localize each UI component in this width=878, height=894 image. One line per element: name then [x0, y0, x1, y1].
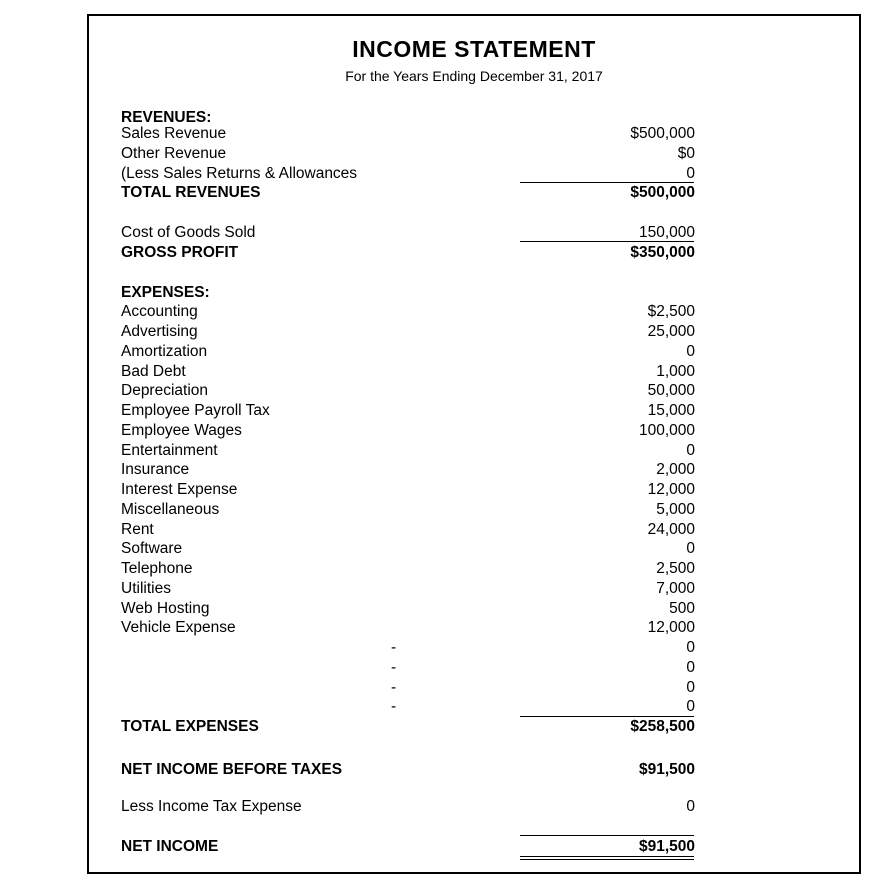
line-item-label: Advertising: [121, 323, 198, 340]
line-item-label: Miscellaneous: [121, 501, 220, 518]
line-item-value: $500,000: [630, 125, 695, 142]
line-item-label: Web Hosting: [121, 600, 210, 617]
blank-line-dash: -: [391, 639, 397, 656]
gross-profit-value: $350,000: [630, 244, 695, 261]
line-item-label: Employee Wages: [121, 422, 242, 439]
line-item-label: Software: [121, 540, 183, 557]
line-item-value: 1,000: [656, 363, 695, 380]
line-item-value: $0: [677, 145, 695, 162]
line-item: [121, 381, 695, 401]
cogs-row: [121, 223, 695, 243]
line-item: [121, 362, 695, 382]
line-item: [121, 559, 695, 579]
blank-line-item: [121, 678, 695, 698]
line-item-value: 12,000: [647, 619, 695, 636]
line-item-label: Rent: [121, 521, 154, 538]
blank-line-item: [121, 697, 695, 717]
line-item-value: 7,000: [656, 580, 695, 597]
income-statement-sheet: [87, 14, 861, 874]
income-tax-label: Less Income Tax Expense: [121, 798, 302, 815]
subtotal-rule: [520, 241, 694, 242]
line-item-label: Other Revenue: [121, 145, 227, 162]
blank-line-dash: -: [391, 698, 397, 715]
net-before-taxes-label: NET INCOME BEFORE TAXES: [121, 761, 343, 778]
line-item-value: 100,000: [638, 422, 695, 439]
net-income-label: NET INCOME: [121, 838, 219, 855]
line-item: [121, 144, 695, 164]
line-item: [121, 421, 695, 441]
line-item-value: 15,000: [647, 402, 695, 419]
line-item-value: 0: [686, 343, 695, 360]
line-item-value: 0: [686, 442, 695, 459]
blank-line-item: [121, 658, 695, 678]
blank-line-dash: -: [391, 659, 397, 676]
line-item-value: 12,000: [647, 481, 695, 498]
line-item-value: 25,000: [647, 323, 695, 340]
blank-line-dash: -: [391, 679, 397, 696]
line-item-label: Sales Revenue: [121, 125, 227, 142]
line-item-label: Entertainment: [121, 442, 218, 459]
net-income-value: $91,500: [638, 838, 695, 855]
statement-subtitle: For the Years Ending December 31, 2017: [345, 68, 603, 84]
line-item-label: Telephone: [121, 560, 193, 577]
revenues-heading: REVENUES:: [121, 109, 212, 126]
line-item-label: Interest Expense: [121, 481, 238, 498]
line-item-value: 5,000: [656, 501, 695, 518]
line-item: [121, 599, 695, 619]
line-item: [121, 539, 695, 559]
line-item-label: Vehicle Expense: [121, 619, 236, 636]
total-revenues-value: $500,000: [630, 184, 695, 201]
net-before-taxes-row: [121, 760, 695, 780]
income-tax-row: [121, 797, 695, 817]
line-item: [121, 401, 695, 421]
line-item: [121, 480, 695, 500]
cogs-label: Cost of Goods Sold: [121, 224, 256, 241]
line-item-value: 2,000: [656, 461, 695, 478]
net-before-taxes-value: $91,500: [638, 761, 695, 778]
line-item-value: 0: [686, 540, 695, 557]
line-item-value: 0: [686, 659, 695, 676]
line-item-value: 0: [686, 679, 695, 696]
line-item: [121, 500, 695, 520]
line-item: [121, 579, 695, 599]
line-item-value: 50,000: [647, 382, 695, 399]
line-item-label: (Less Sales Returns & Allowances: [121, 165, 358, 182]
line-item: [121, 460, 695, 480]
cogs-value: 150,000: [638, 224, 695, 241]
line-item-label: Employee Payroll Tax: [121, 402, 270, 419]
net-income-row: [121, 837, 695, 857]
line-item-label: Amortization: [121, 343, 208, 360]
line-item-value: 0: [686, 165, 695, 182]
line-item-value: 500: [669, 600, 695, 617]
line-item-value: 2,500: [656, 560, 695, 577]
gross-profit-label: GROSS PROFIT: [121, 244, 239, 261]
line-item-label: Depreciation: [121, 382, 209, 399]
line-item: [121, 342, 695, 362]
line-item-label: Accounting: [121, 303, 198, 320]
line-item: [121, 618, 695, 638]
income-tax-value: 0: [686, 798, 695, 815]
line-item-label: Insurance: [121, 461, 190, 478]
line-item: [121, 441, 695, 461]
line-item: [121, 164, 695, 184]
line-item-label: Utilities: [121, 580, 171, 597]
total-revenues-label: TOTAL REVENUES: [121, 184, 261, 201]
total-expenses-row: [121, 717, 695, 737]
line-item-value: 0: [686, 639, 695, 656]
blank-line-item: [121, 638, 695, 658]
expenses-heading-row: [121, 283, 695, 303]
gross-profit-row: [121, 243, 695, 263]
line-item: [121, 124, 695, 144]
total-revenues-row: [121, 183, 695, 203]
line-item-value: 0: [686, 698, 695, 715]
line-item: [121, 302, 695, 322]
line-item-label: Bad Debt: [121, 363, 186, 380]
line-item-value: 24,000: [647, 521, 695, 538]
line-item: [121, 322, 695, 342]
line-item: [121, 520, 695, 540]
statement-title: INCOME STATEMENT: [352, 36, 596, 62]
subtotal-rule: [520, 835, 694, 836]
line-item-value: $2,500: [647, 303, 695, 320]
total-expenses-value: $258,500: [630, 718, 695, 735]
expenses-heading: EXPENSES:: [121, 284, 210, 301]
double-underline-rule: [520, 856, 694, 860]
total-expenses-label: TOTAL EXPENSES: [121, 718, 259, 735]
